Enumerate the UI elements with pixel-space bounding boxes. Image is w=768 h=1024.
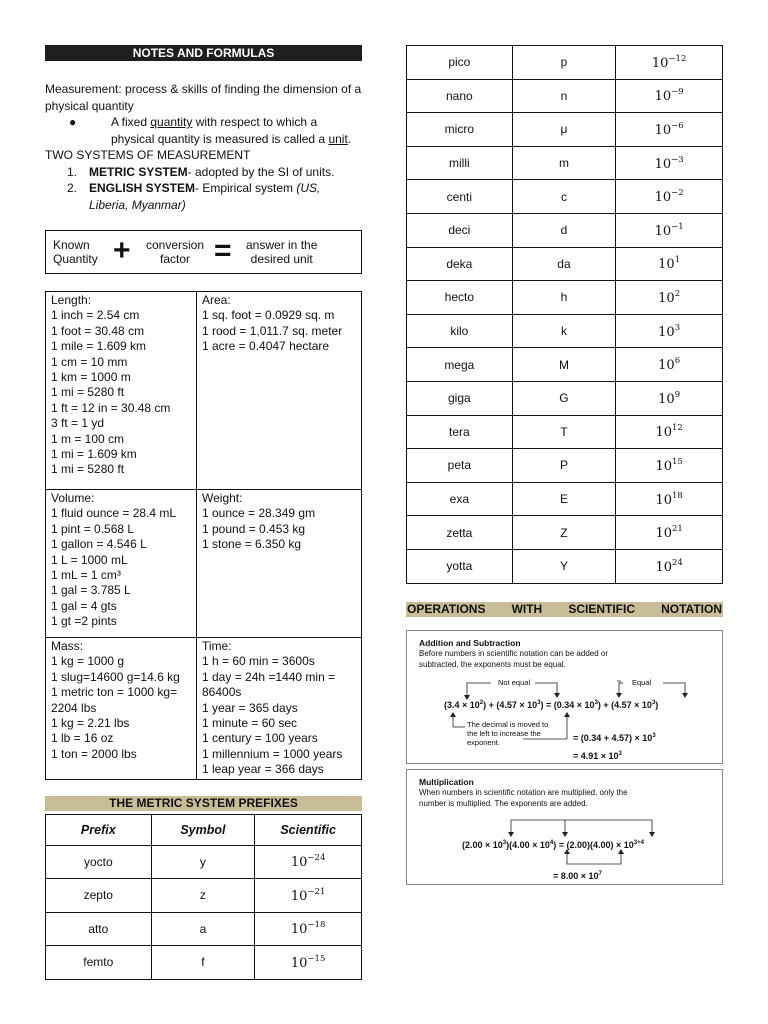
not-equal-label: Not equal <box>498 677 531 687</box>
multiplication-equation-1: $(2.00 \times 10^3)(4.00 \times 10^4) = (2.00)(4.00) \times 10^{3+4}$ <box>462 839 644 850</box>
unit-conversion-line: 1 ton = 2000 lbs <box>51 746 137 761</box>
scientific-base: 10 <box>655 458 672 474</box>
prefix-scientific <box>255 912 362 946</box>
prefix-symbol: T <box>512 415 616 449</box>
scientific-exponent: −3 <box>671 154 684 165</box>
scientific-exponent: 6 <box>674 356 681 367</box>
unit-conversion-line: 1 ft = 12 in = 30.48 cm <box>51 400 171 415</box>
prefix-scientific <box>616 314 723 348</box>
multiplication-text: When numbers in scientific notation are multiplied, only the number is multiplied. The exponents are added. <box>419 788 628 808</box>
unit-conversion-line: 1 century = 100 years <box>202 731 318 746</box>
prefix-row <box>407 449 723 483</box>
scientific-exponent: 9 <box>674 389 681 400</box>
prefix-row <box>407 247 723 281</box>
unit-conversion-line: 1 acre = 0.4047 hectare <box>202 339 330 354</box>
volume-cell <box>46 490 197 638</box>
conversion-factor: conversion factor <box>146 238 205 266</box>
unit-conversion-line: 1 m = 100 cm <box>51 431 125 446</box>
prefix-name: hecto <box>407 281 513 315</box>
unit-conversion-line: 1 metric ton = 1000 kg= <box>51 685 178 700</box>
scientific-exponent: 21 <box>672 524 683 535</box>
scientific-exponent: 24 <box>672 557 683 568</box>
metric-system-item: 1. METRIC SYSTEM- adopted by the SI of units. <box>67 164 335 179</box>
prefix-symbol: y <box>151 845 255 879</box>
unit-bullet: ● A fixed quantity with respect to which a physical quantity is measured is called a unit. <box>69 115 352 146</box>
unit-category-label: Area: <box>202 293 231 307</box>
addition-equation-3: = $4.91 \times 10^3$ <box>573 750 622 761</box>
prefix-name: deci <box>407 213 513 247</box>
unit-category-label: Time: <box>202 639 232 653</box>
prefix-name: zetta <box>407 516 513 550</box>
prefix-row <box>407 348 723 382</box>
unit-conversion-line: 1 pint = 0.568 L <box>51 521 135 536</box>
unit-conversion-line: 1 year = 365 days <box>202 700 298 715</box>
unit-conversion-line: 1 lb = 16 oz <box>51 731 114 746</box>
weight-cell <box>197 490 362 638</box>
prefix-row <box>46 879 362 913</box>
scientific-base: 10 <box>658 290 675 306</box>
prefix-row <box>46 946 362 980</box>
unit-category-label: Volume: <box>51 491 95 505</box>
prefix-symbol: m <box>512 146 616 180</box>
unit-category-label: Mass: <box>51 639 84 653</box>
prefix-symbol: k <box>512 314 616 348</box>
prefix-symbol: n <box>512 79 616 113</box>
scientific-base: 10 <box>290 955 308 971</box>
unit-conversion-line: 1 ounce = 28.349 gm <box>202 506 316 521</box>
prefix-scientific <box>616 79 723 113</box>
scientific-base: 10 <box>658 391 675 407</box>
unit-conversion-line: 1 mL = 1 cm³ <box>51 568 121 583</box>
equals-icon: = <box>214 234 232 267</box>
prefix-name: peta <box>407 449 513 483</box>
scientific-exponent: −2 <box>671 188 684 199</box>
measurement-definition: Measurement: process & skills of finding the dimension of a physical quantity <box>45 82 362 113</box>
prefix-scientific <box>255 879 362 913</box>
prefix-symbol: P <box>512 449 616 483</box>
unit-conversion-line: 1 stone = 6.350 kg <box>202 537 302 552</box>
unit-conversion-line: 1 gallon = 4.546 L <box>51 537 147 552</box>
unit-conversion-line: 1 pound = 0.453 kg <box>202 521 306 536</box>
addition-equation-2: = $(0.34 + 4.57) \times 10^3$ <box>573 732 656 743</box>
scientific-exponent: −1 <box>671 221 684 232</box>
prefix-name: pico <box>407 46 513 80</box>
scientific-base: 10 <box>290 855 308 871</box>
scientific-base: 10 <box>654 156 672 172</box>
scientific-base: 10 <box>654 89 672 105</box>
prefix-name: mega <box>407 348 513 382</box>
scientific-exponent: 2 <box>674 288 681 299</box>
prefix-table-left <box>45 814 362 980</box>
prefix-name: deka <box>407 247 513 281</box>
prefix-name: giga <box>407 381 513 415</box>
addition-subtraction-panel <box>406 630 723 764</box>
multiplication-equation-2: = $8.00 \times 10^7$ <box>553 870 602 881</box>
prefix-row <box>407 180 723 214</box>
unit-conversion-line: 3 ft = 1 yd <box>51 416 105 431</box>
prefix-symbol: c <box>512 180 616 214</box>
prefix-name: micro <box>407 113 513 147</box>
scientific-exponent: −18 <box>307 920 326 931</box>
left-column <box>45 45 362 980</box>
scientific-base: 10 <box>654 122 672 138</box>
decimal-note: The decimal is moved to the left to increase the exponent. <box>467 719 549 747</box>
notes-header: NOTES AND FORMULAS <box>45 45 362 61</box>
prefix-scientific <box>616 113 723 147</box>
unit-conversion-line: 2204 lbs <box>51 700 97 715</box>
prefix-row <box>407 314 723 348</box>
english-system-item: 2. ENGLISH SYSTEM- Empirical system (US, Liberia, Myanmar) <box>67 181 321 212</box>
scientific-exponent: −6 <box>671 120 684 131</box>
addition-text: Before numbers in scientific notation can be added or subtracted, the exponents must be equal. <box>419 649 609 669</box>
prefix-name: atto <box>46 912 152 946</box>
prefix-symbol: E <box>512 482 616 516</box>
symbol-column-header: Symbol <box>151 814 255 845</box>
scientific-base: 10 <box>655 559 672 575</box>
unit-conversion-line: 1 slug=14600 g=14.6 kg <box>51 669 180 684</box>
prefix-row <box>407 213 723 247</box>
time-cell <box>197 638 362 780</box>
prefix-symbol: Z <box>512 516 616 550</box>
prefix-scientific <box>616 516 723 550</box>
desired-unit-answer: answer in the desired unit <box>246 238 318 266</box>
prefix-scientific <box>616 281 723 315</box>
prefix-name: kilo <box>407 314 513 348</box>
area-cell <box>197 292 362 490</box>
prefix-symbol: Y <box>512 549 616 583</box>
prefix-scientific <box>616 213 723 247</box>
operations-header: OPERATIONS WITH SCIENTIFIC NOTATION <box>407 601 722 616</box>
prefix-scientific <box>616 415 723 449</box>
prefix-scientific <box>616 549 723 583</box>
unit-conversion-line: 1 minute = 60 sec <box>202 716 298 731</box>
prefix-name: femto <box>46 946 152 980</box>
prefix-row <box>407 113 723 147</box>
scientific-base: 10 <box>290 922 308 938</box>
conversion-formula-box <box>45 230 362 274</box>
scientific-base: 10 <box>658 324 675 340</box>
unit-conversion-line: 1 gal = 4 gts <box>51 598 117 613</box>
known-quantity: Known Quantity <box>53 238 98 266</box>
prefix-symbol: μ <box>512 113 616 147</box>
prefix-scientific <box>616 449 723 483</box>
unit-conversion-line: 1 cm = 10 mm <box>51 354 128 369</box>
unit-conversion-line: 1 leap year = 366 days <box>202 762 324 777</box>
prefix-scientific <box>616 180 723 214</box>
scientific-exponent: 15 <box>672 456 683 467</box>
unit-conversion-line: 1 h = 60 min = 3600s <box>202 654 315 669</box>
prefix-name: zepto <box>46 879 152 913</box>
scientific-exponent: 3 <box>674 322 681 333</box>
prefix-symbol: p <box>512 46 616 80</box>
prefix-name: yotta <box>407 549 513 583</box>
unit-category-label: Length: <box>51 293 92 307</box>
unit-word: unit <box>328 131 348 146</box>
length-cell <box>46 292 197 490</box>
prefix-row <box>407 46 723 80</box>
multiplication-title: Multiplication <box>419 776 474 787</box>
prefix-column-header: Prefix <box>46 814 152 845</box>
prefix-row <box>407 281 723 315</box>
prefix-row <box>407 146 723 180</box>
scientific-base: 10 <box>651 55 669 71</box>
scientific-base: 10 <box>654 190 672 206</box>
unit-conversion-line: 1 mi = 5280 ft <box>51 385 125 400</box>
prefix-scientific <box>616 482 723 516</box>
scientific-exponent: −9 <box>671 87 684 98</box>
unit-conversion-line: 1 rood = 1,011.7 sq. meter <box>202 323 343 338</box>
prefix-scientific <box>255 946 362 980</box>
prefix-row <box>407 79 723 113</box>
unit-conversion-line: 1 fluid ounce = 28.4 mL <box>51 506 177 521</box>
prefix-name: nano <box>407 79 513 113</box>
prefix-row <box>407 482 723 516</box>
prefix-scientific <box>616 348 723 382</box>
unit-conversion-line: 1 day = 24h =1440 min = <box>202 669 336 684</box>
addition-equation-1: $(3.4 \times 10^2) + (4.57 \times 10^3) = (0.34 \times 10^3) + (4.57 \times 10^3)$ <box>444 699 659 710</box>
scientific-base: 10 <box>655 526 672 542</box>
unit-conversion-line: 1 kg = 1000 g <box>51 654 125 669</box>
scientific-base: 10 <box>655 425 672 441</box>
prefix-row <box>407 549 723 583</box>
prefix-row <box>407 415 723 449</box>
unit-conversion-line: 1 km = 1000 m <box>51 370 131 385</box>
prefix-name: exa <box>407 482 513 516</box>
prefix-symbol: da <box>512 247 616 281</box>
prefix-row <box>407 516 723 550</box>
plus-icon: + <box>113 234 131 267</box>
prefix-symbol: G <box>512 381 616 415</box>
prefix-name: tera <box>407 415 513 449</box>
prefix-row <box>407 381 723 415</box>
prefix-scientific <box>616 46 723 80</box>
prefix-table-right <box>406 45 723 584</box>
prefix-row <box>46 912 362 946</box>
prefix-symbol: z <box>151 879 255 913</box>
unit-conversion-table <box>45 291 362 780</box>
prefix-scientific <box>616 146 723 180</box>
scientific-base: 10 <box>655 492 672 508</box>
prefix-scientific <box>255 845 362 879</box>
prefix-scientific <box>616 247 723 281</box>
unit-conversion-line: 1 inch = 2.54 cm <box>51 308 140 323</box>
scientific-exponent: 1 <box>674 255 681 266</box>
intro-section <box>45 81 362 213</box>
unit-conversion-line: 1 foot = 30.48 cm <box>51 323 145 338</box>
scientific-exponent: −21 <box>307 886 326 897</box>
scientific-exponent: −15 <box>307 953 326 964</box>
unit-category-label: Weight: <box>202 491 243 505</box>
prefix-name: centi <box>407 180 513 214</box>
scientific-exponent: −12 <box>668 53 687 64</box>
unit-conversion-line: 1 L = 1000 mL <box>51 552 128 567</box>
mass-cell <box>46 638 197 780</box>
unit-conversion-line: 1 sq. foot = 0.0929 sq. m <box>202 308 335 323</box>
unit-conversion-line: 1 mi = 1.609 km <box>51 447 137 462</box>
unit-conversion-line: 1 mi = 5280 ft <box>51 462 125 477</box>
prefix-symbol: M <box>512 348 616 382</box>
scientific-exponent: −24 <box>307 853 326 864</box>
scientific-base: 10 <box>658 358 675 374</box>
unit-conversion-line: 1 mile = 1.609 km <box>51 339 147 354</box>
scientific-base: 10 <box>658 257 675 273</box>
right-column <box>406 45 723 885</box>
prefix-header: THE METRIC SYSTEM PREFIXES <box>45 796 362 811</box>
unit-conversion-line: 86400s <box>202 685 242 700</box>
quantity-word: quantity <box>150 115 193 129</box>
scientific-base: 10 <box>290 888 308 904</box>
unit-conversion-line: 1 millennium = 1000 years <box>202 746 343 761</box>
unit-conversion-line: 1 kg = 2.21 lbs <box>51 716 130 731</box>
prefix-rows-right <box>407 46 723 584</box>
scientific-exponent: 18 <box>672 490 683 501</box>
unit-conversion-line: 1 gal = 3.785 L <box>51 583 131 598</box>
prefix-rows-left <box>46 845 362 979</box>
two-systems-heading: TWO SYSTEMS OF MEASUREMENT <box>45 148 251 162</box>
prefix-symbol: h <box>512 281 616 315</box>
prefix-row <box>46 845 362 879</box>
prefix-symbol: f <box>151 946 255 980</box>
prefix-name: yocto <box>46 845 152 879</box>
multiplication-panel <box>406 769 723 885</box>
scientific-column-header: Scientific <box>255 814 362 845</box>
prefix-symbol: a <box>151 912 255 946</box>
prefix-symbol: d <box>512 213 616 247</box>
equal-label: Equal <box>632 677 652 687</box>
prefix-scientific <box>616 381 723 415</box>
scientific-exponent: 12 <box>672 423 683 434</box>
prefix-name: milli <box>407 146 513 180</box>
scientific-base: 10 <box>654 223 672 239</box>
unit-conversion-line: 1 gt =2 pints <box>51 614 117 629</box>
bullet-dot-icon: ● <box>69 115 77 129</box>
addition-title: Addition and Subtraction <box>419 637 521 648</box>
